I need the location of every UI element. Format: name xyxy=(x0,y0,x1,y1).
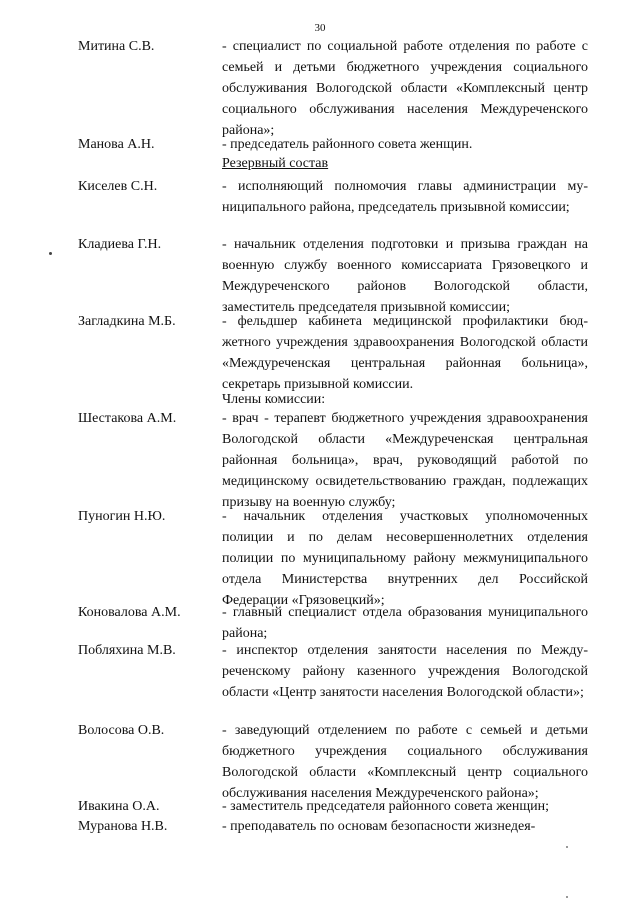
member-position: - начальник отделения участковых уполномоченных полиции и по делам несовершеннолетних отделения полиции по муниципальному району межмуниципального отдела Министерства внутренних дел Российской Федерации «Грязовецкий»; xyxy=(222,509,588,608)
page-number: 30 xyxy=(314,22,326,34)
member-position: - исполняющий полномочия главы администрации муниципального района, председатель призывной комиссии; xyxy=(222,179,588,215)
member-position: - председатель районного совета женщин. xyxy=(222,137,473,152)
member-name: Муранова Н.В. xyxy=(78,819,168,834)
member-name: Волосова О.В. xyxy=(78,723,165,738)
member-position: - врач - терапевт бюджетного учреждения здравоохранения Вологодской области «Междуреченская центральная районная больница», врач, руководящий работой по медицинскому освидетельствованию граждан, подлежащих призыву на военную службу; xyxy=(222,411,588,510)
scan-speck xyxy=(566,846,568,848)
member-position: - начальник отделения подготовки и призыва граждан на военную службу военного комиссариата Грязовецкого и Междуреченского районов Вологодской области, заместитель председателя призывной комиссии; xyxy=(222,237,588,315)
member-position: - специалист по социальной работе отделения по работе с семьей и детьми бюджетного учреждения социального обслуживания Вологодской области «Комплексный центр социального обслуживания населения Междуреченского района»; xyxy=(222,39,588,138)
member-name: Пуногин Н.Ю. xyxy=(78,509,166,524)
scan-speck xyxy=(49,252,52,255)
member-name: Коновалова А.М. xyxy=(78,605,181,620)
member-name: Митина С.В. xyxy=(78,39,155,54)
members-heading: Члены комиссии: xyxy=(222,392,326,407)
member-name: Побляхина М.В. xyxy=(78,643,176,658)
member-name: Ивакина О.А. xyxy=(78,799,160,814)
member-name: Кладиева Г.Н. xyxy=(78,237,162,252)
member-position: - фельдшер кабинета медицинской профилактики бюджетного учреждения здравоохранения Вологодской области «Междуреченская центральная районная больница», секретарь призывной комиссии. xyxy=(222,314,588,392)
member-position: - заведующий отделением по работе с семьей и детьми бюджетного учреждения социального обслуживания Вологодской области «Комплексный центр социального обслуживания населения Междуреченского района»; xyxy=(222,723,588,801)
scan-speck xyxy=(566,896,568,898)
member-name: Шестакова А.М. xyxy=(78,411,177,426)
reserve-heading: Резервный состав xyxy=(222,156,329,171)
member-position: - заместитель председателя районного совета женщин; xyxy=(222,799,550,814)
member-name: Загладкина М.Б. xyxy=(78,314,176,329)
member-name: Манова А.Н. xyxy=(78,137,155,152)
member-position: - преподаватель по основам безопасности жизнедея- xyxy=(222,819,536,834)
member-name: Киселев С.Н. xyxy=(78,179,158,194)
member-position: - инспектор отделения занятости населения по Междуреченскому району казенного учреждения Вологодской области «Центр занятости населения Вологодской области»; xyxy=(222,643,588,700)
member-position: - главный специалист отдела образования муниципального района; xyxy=(222,605,588,641)
